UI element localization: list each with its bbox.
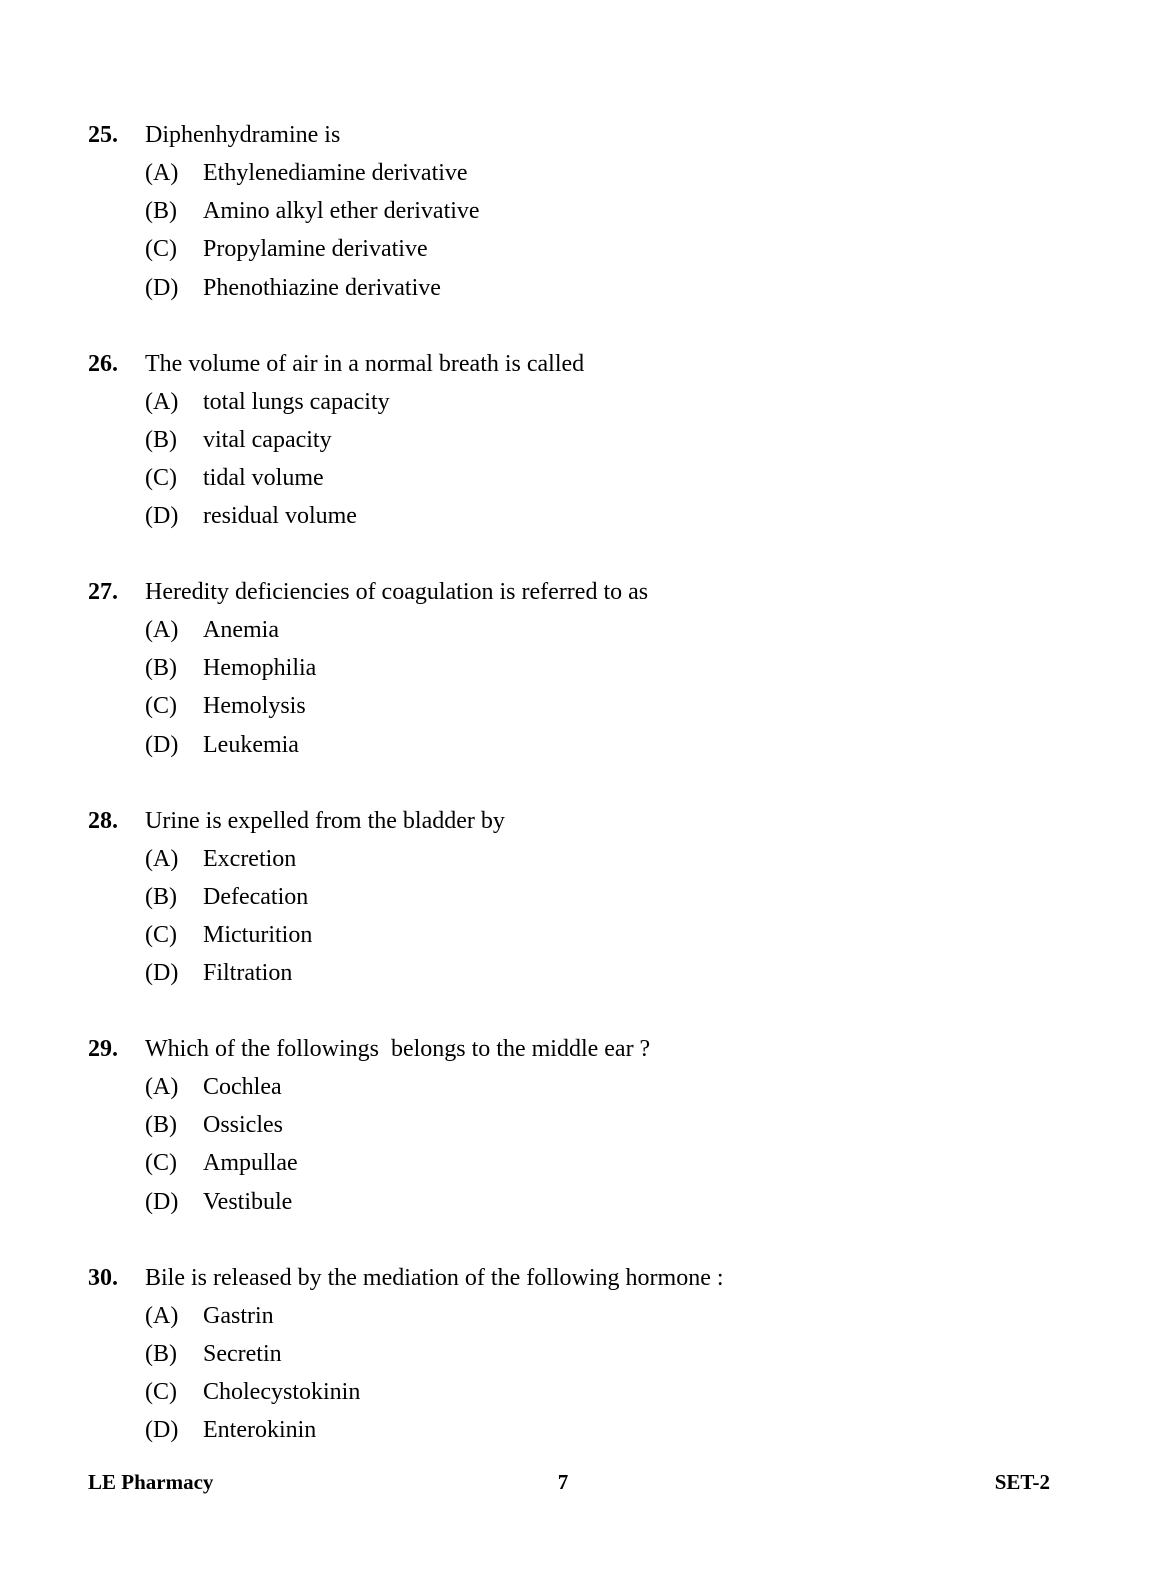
- question-stem: [88, 345, 1068, 383]
- question-list: [88, 116, 1068, 1487]
- question-number: 26.: [88, 350, 118, 377]
- option-c: [88, 1144, 1068, 1182]
- option-text: Cholecystokinin: [203, 1378, 361, 1405]
- option-a: [88, 383, 1068, 421]
- option-b: [88, 649, 1068, 687]
- option-text: Filtration: [203, 960, 293, 987]
- option-text: Ossicles: [203, 1112, 283, 1139]
- option-a: [88, 1068, 1068, 1106]
- option-d: [88, 726, 1068, 764]
- option-text: residual volume: [203, 503, 357, 530]
- option-text: Cochlea: [203, 1074, 282, 1100]
- option-label: (B): [145, 883, 177, 910]
- option-b: [88, 192, 1068, 230]
- option-label: (D): [145, 274, 179, 301]
- option-c: [88, 230, 1068, 268]
- option-label: (C): [145, 693, 177, 720]
- question-number: 30.: [88, 1264, 118, 1291]
- option-label: (C): [145, 236, 177, 263]
- option-a: [88, 611, 1068, 649]
- option-d: [88, 269, 1068, 307]
- page-footer: [88, 1470, 1050, 1502]
- option-text: Ampullae: [203, 1150, 298, 1177]
- option-label: (B): [145, 1340, 177, 1367]
- option-text: Leukemia: [203, 731, 299, 758]
- option-text: total lungs capacity: [203, 388, 390, 415]
- question-28: [88, 802, 1068, 1031]
- option-b: [88, 1335, 1068, 1373]
- question-30: [88, 1259, 1068, 1488]
- question-text: Bile is released by the mediation of the following hormone :: [145, 1264, 724, 1291]
- option-label: (A): [145, 1074, 179, 1100]
- option-text: Amino alkyl ether derivative: [203, 198, 480, 225]
- option-a: [88, 1297, 1068, 1335]
- option-text: Excretion: [203, 845, 297, 872]
- question-text: Diphenhydramine is: [145, 122, 341, 148]
- option-label: (A): [145, 1302, 179, 1329]
- option-c: [88, 916, 1068, 954]
- option-text: Propylamine derivative: [203, 236, 428, 263]
- option-a: [88, 154, 1068, 192]
- page-number: 7: [557, 1470, 569, 1494]
- option-text: vital capacity: [203, 426, 332, 453]
- option-label: (D): [145, 503, 179, 530]
- option-text: Hemolysis: [203, 693, 306, 720]
- question-stem: [88, 1259, 1068, 1297]
- option-text: tidal volume: [203, 464, 324, 491]
- option-label: (D): [145, 731, 179, 758]
- option-label: (A): [145, 845, 179, 872]
- option-c: [88, 1373, 1068, 1411]
- option-label: (B): [145, 1112, 177, 1139]
- option-text: Enterokinin: [203, 1417, 317, 1444]
- question-number: 29.: [88, 1036, 118, 1062]
- option-text: Secretin: [203, 1340, 282, 1367]
- option-label: (D): [145, 960, 179, 987]
- question-stem: [88, 802, 1068, 840]
- question-text: Urine is expelled from the bladder by: [145, 807, 505, 834]
- option-text: Vestibule: [203, 1188, 293, 1215]
- question-number: 27.: [88, 579, 118, 605]
- question-text: The volume of air in a normal breath is called: [145, 350, 585, 377]
- option-label: (B): [145, 655, 177, 682]
- option-label: (C): [145, 1378, 177, 1405]
- option-d: [88, 497, 1068, 535]
- option-b: [88, 421, 1068, 459]
- option-b: [88, 1106, 1068, 1144]
- footer-set-code: SET-2: [994, 1470, 1050, 1494]
- question-stem: [88, 1030, 1068, 1068]
- footer-subject: LE Pharmacy: [88, 1470, 214, 1494]
- option-b: [88, 878, 1068, 916]
- option-text: Anemia: [203, 617, 279, 643]
- option-label: (D): [145, 1188, 179, 1215]
- option-text: Micturition: [203, 921, 313, 948]
- option-label: (A): [145, 617, 179, 643]
- option-a: [88, 840, 1068, 878]
- option-d: [88, 1183, 1068, 1221]
- option-label: (A): [145, 160, 179, 186]
- option-label: (B): [145, 198, 177, 225]
- option-text: Phenothiazine derivative: [203, 274, 441, 301]
- question-26: [88, 345, 1068, 574]
- option-text: Defecation: [203, 883, 309, 910]
- question-stem: [88, 573, 1068, 611]
- option-text: Gastrin: [203, 1302, 274, 1329]
- question-text: Which of the followings belongs to the middle ear ?: [145, 1036, 651, 1062]
- option-label: (B): [145, 426, 177, 453]
- option-label: (D): [145, 1417, 179, 1444]
- option-d: [88, 1411, 1068, 1449]
- option-text: Hemophilia: [203, 655, 317, 682]
- question-29: [88, 1030, 1068, 1259]
- option-label: (C): [145, 1150, 177, 1177]
- option-label: (A): [145, 388, 179, 415]
- option-label: (C): [145, 464, 177, 491]
- option-d: [88, 954, 1068, 992]
- option-c: [88, 459, 1068, 497]
- question-text: Heredity deficiencies of coagulation is referred to as: [145, 579, 649, 605]
- option-label: (C): [145, 921, 177, 948]
- question-number: 25.: [88, 122, 118, 148]
- option-c: [88, 687, 1068, 725]
- question-stem: [88, 116, 1068, 154]
- question-27: [88, 573, 1068, 802]
- option-text: Ethylenediamine derivative: [203, 160, 468, 186]
- question-number: 28.: [88, 807, 118, 834]
- question-25: [88, 116, 1068, 345]
